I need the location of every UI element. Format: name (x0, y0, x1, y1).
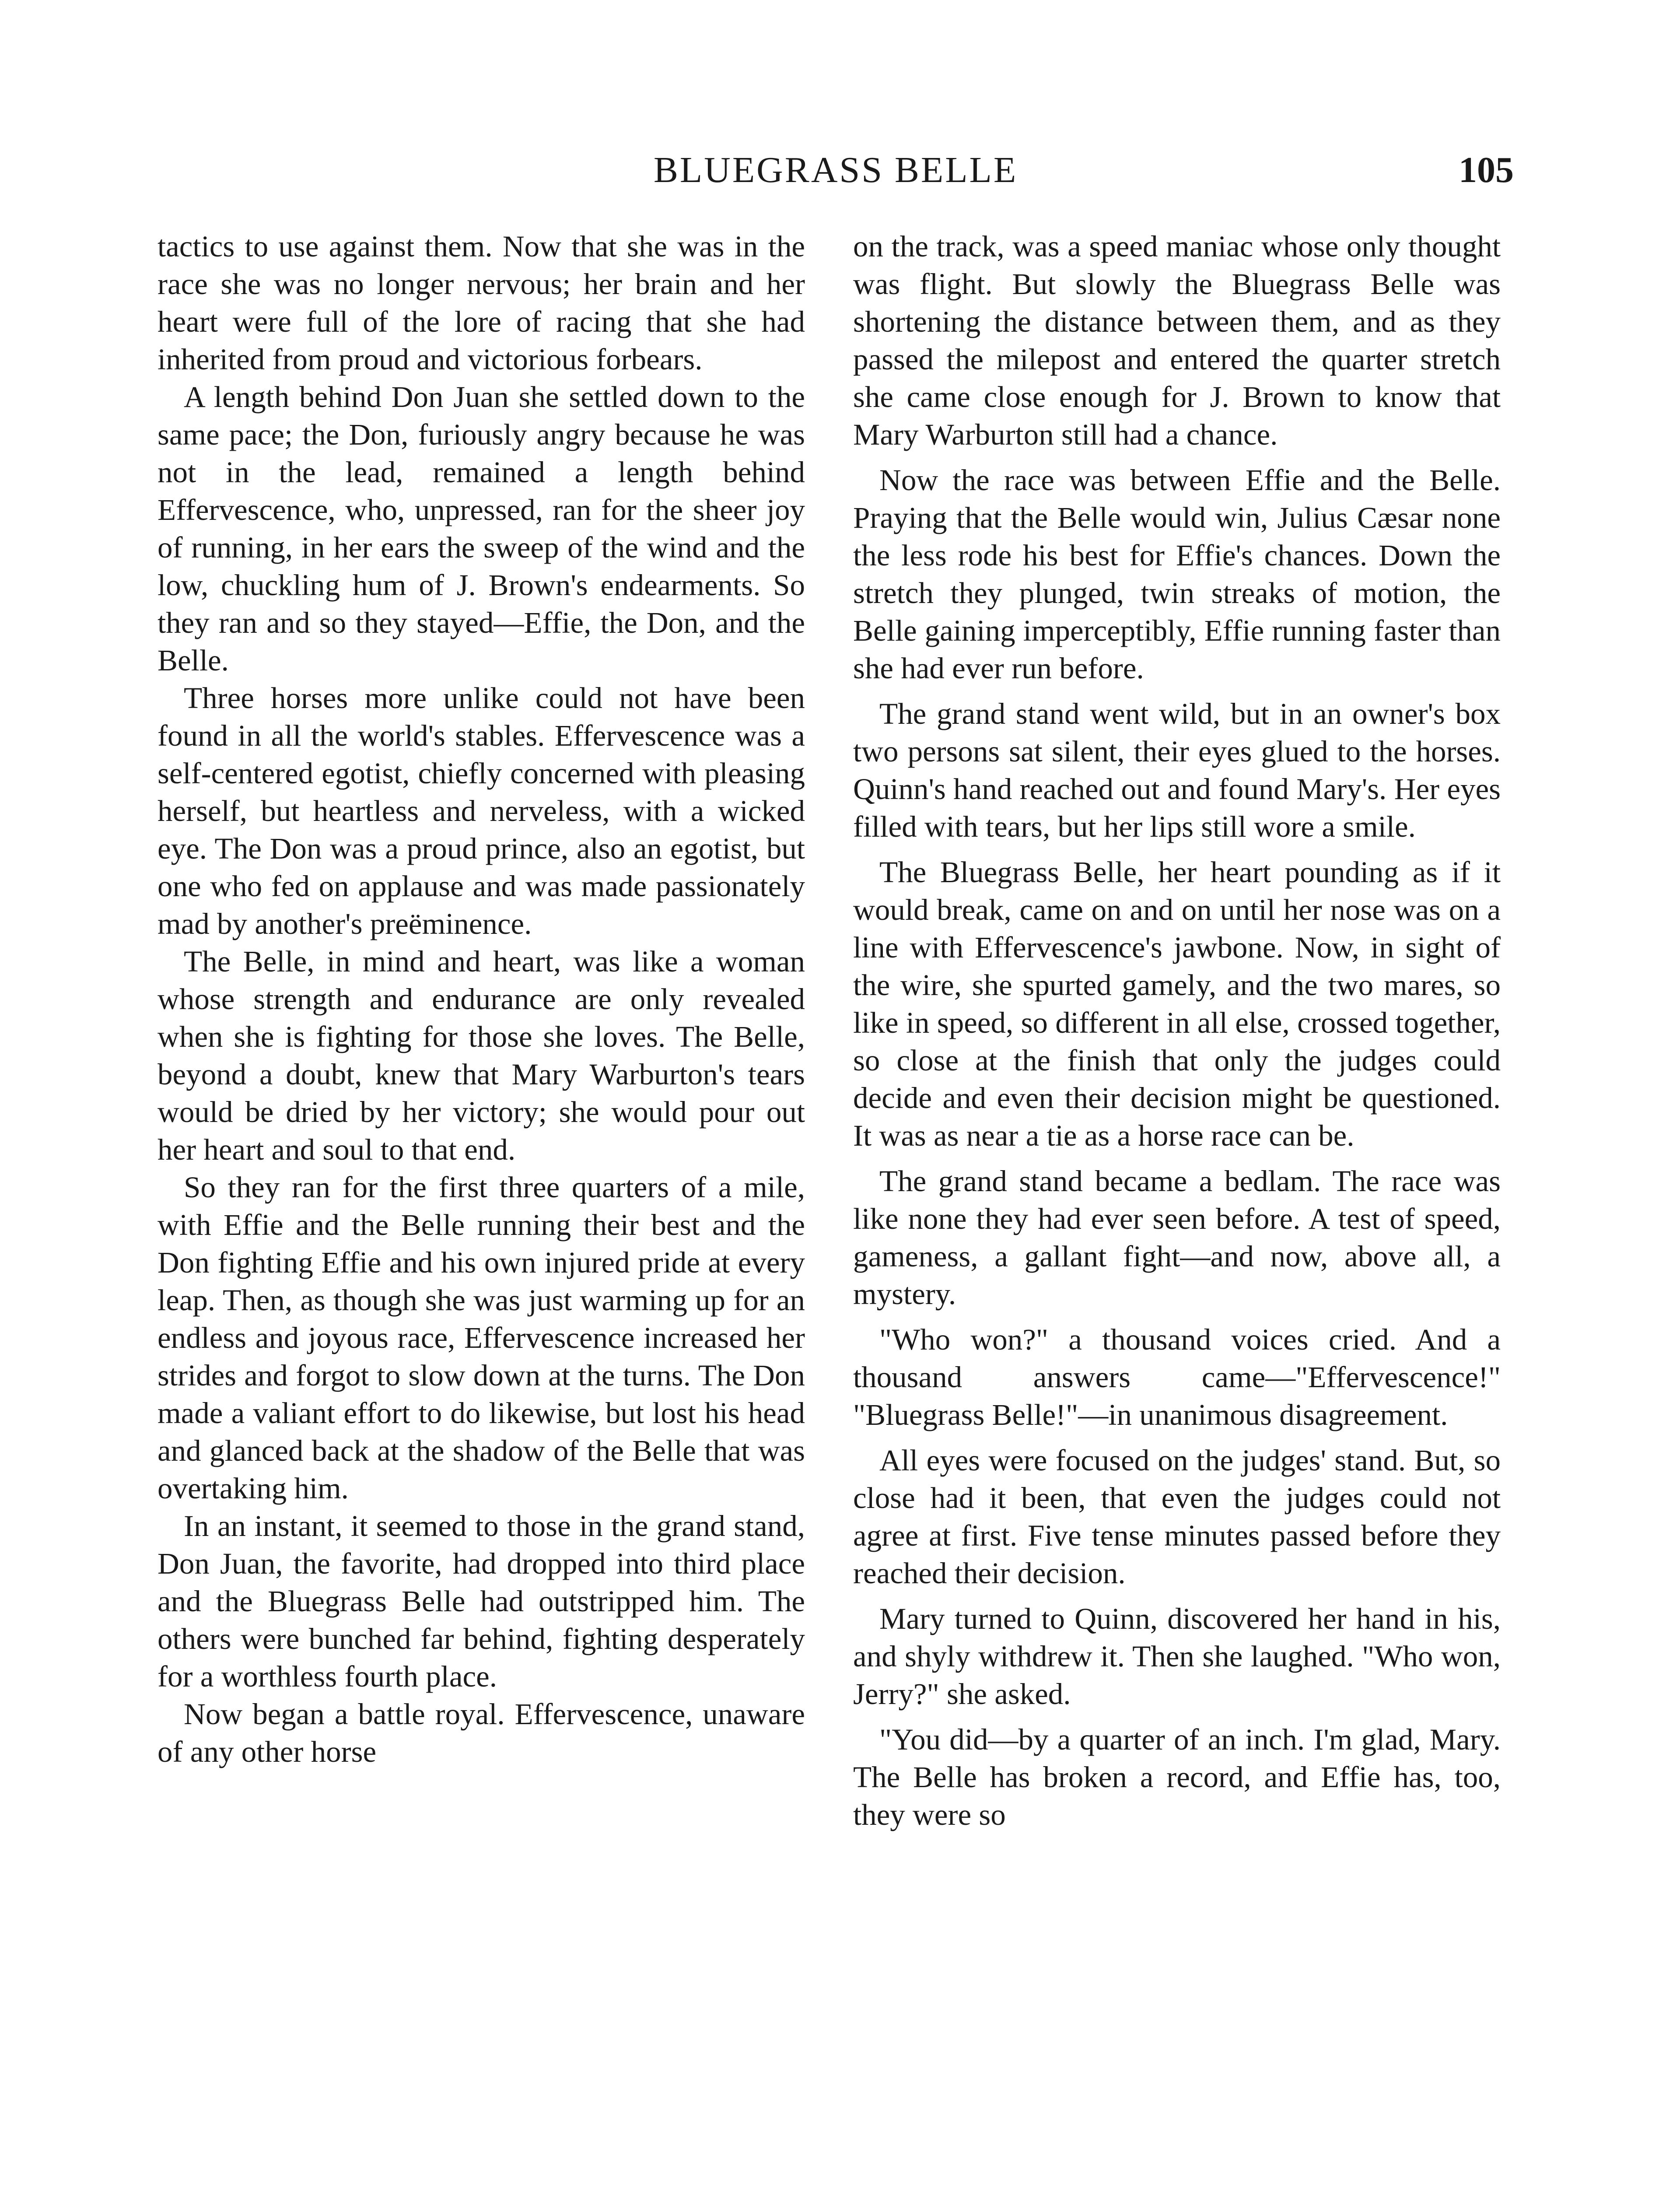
paragraph: Now the race was between Effie and the Belle. Praying that the Belle would win, Julius Cæsar none the less rode his best for Effie's chances. Down the stretch they plunged, twin streaks of motion, the Belle gaining imperceptibly, Effie running faster than she had ever run before. (853, 463, 1501, 685)
running-head: BLUEGRASS BELLE (653, 150, 1018, 190)
right-column (853, 228, 1501, 1834)
paragraph: Mary turned to Quinn, discovered her hand in his, and shyly withdrew it. Then she laughed. "Who won, Jerry?" she asked. (853, 1602, 1501, 1711)
paragraph: Three horses more unlike could not have been found in all the world's stables. Effervescence was a self-centered egotist, chiefly concerned with pleasing herself, but heartless and nerveless, with a wicked eye. The Don was a proud prince, also an egotist, but one who fed on applause and was made passionately mad by another's preëminence. (158, 681, 805, 940)
paragraph: "Who won?" a thousand voices cried. And a thousand answers came—"Effervescence!" "Bluegrass Belle!"—in unanimous disagreement. (853, 1323, 1501, 1431)
paragraph: The grand stand became a bedlam. The race was like none they had ever seen before. A test of speed, gameness, a gallant fight—and now, above all, a mystery. (853, 1164, 1501, 1311)
paragraph: The Belle, in mind and heart, was like a woman whose strength and endurance are only revealed when she is fighting for those she loves. The Belle, beyond a doubt, knew that Mary Warburton's tears would be dried by her victory; she would pour out her heart and soul to that end. (158, 945, 805, 1166)
paragraph: Now began a battle royal. Effervescence, unaware of any other horse (158, 1697, 805, 1768)
paragraph: The grand stand went wild, but in an owner's box two persons sat silent, their eyes glued to the horses. Quinn's hand reached out and found Mary's. Her eyes filled with tears, but her lips still wore a smile. (853, 697, 1501, 843)
paragraph: In an instant, it seemed to those in the grand stand, Don Juan, the favorite, had dropped into third place and the Bluegrass Belle had outstripped him. The others were bunched far behind, fighting desperately for a worthless fourth place. (158, 1509, 805, 1693)
paragraph: So they ran for the first three quarters of a mile, with Effie and the Belle running their best and the Don fighting Effie and his own injured pride at every leap. Then, as though she was just warming up for an endless and joyous race, Effervescence increased her strides and forgot to slow down at the turns. The Don made a valiant effort to do likewise, but lost his head and glanced back at the shadow of the Belle that was overtaking him. (158, 1171, 805, 1505)
paragraph: The Bluegrass Belle, her heart pounding as if it would break, came on and on until her nose was on a line with Effervescence's jawbone. Now, in sight of the wire, she spurted gamely, and the two mares, so like in speed, so different in all else, crossed together, so close at the finish that only the judges could decide and even their decision might be questioned. It was as near a tie as a horse race can be. (853, 856, 1501, 1152)
paragraph: on the track, was a speed maniac whose only thought was flight. But slowly the Bluegrass Belle was shortening the distance between them, and as they passed the milepost and entered the quarter stretch she came close enough for J. Brown to know that Mary Warburton still had a chance. (853, 230, 1501, 451)
left-column (158, 228, 805, 1771)
paragraph: tactics to use against them. Now that she was in the race she was no longer nervous; her brain and her heart were full of the lore of racing that she had inherited from proud and victorious forbears. (158, 230, 805, 376)
paragraph: All eyes were focused on the judges' stand. But, so close had it been, that even the judges could not agree at first. Five tense minutes passed before they reached their decision. (853, 1444, 1501, 1590)
paragraph: "You did—by a quarter of an inch. I'm glad, Mary. The Belle has broken a record, and Effie has, too, they were so (853, 1723, 1501, 1831)
paragraph: A length behind Don Juan she settled down to the same pace; the Don, furiously angry because he was not in the lead, remained a length behind Effervescence, who, unpressed, ran for the sheer joy of running, in her ears the sweep of the wind and the low, chuckling hum of J. Brown's endearments. So they ran and so they stayed—Effie, the Don, and the Belle. (158, 380, 805, 677)
page-header (158, 149, 1514, 197)
page-number: 105 (1459, 150, 1514, 190)
